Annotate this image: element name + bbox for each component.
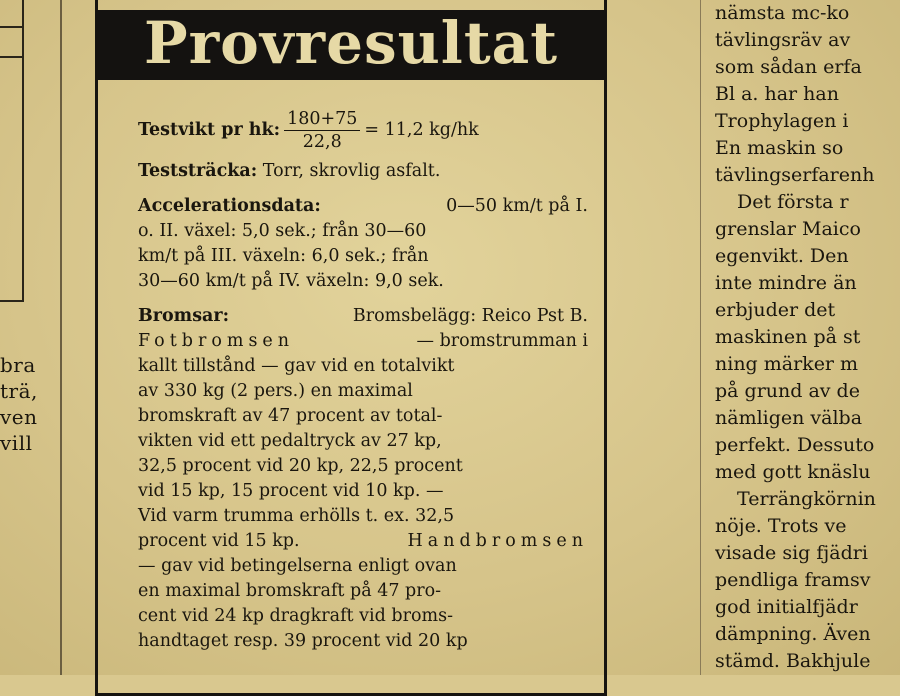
right-line: stämd. Bakhjule [715,650,871,672]
handbromsen-word: Handbromsen [407,531,588,551]
right-line: erbjuder det [715,299,836,321]
fotbromsen-word: Fotbromsen [138,331,295,351]
right-line: ning märker m [715,353,859,375]
bromsar-line: av 330 kg (2 pers.) en maximal [138,381,413,401]
acceleration-line: km/t på III. växeln: 6,0 sek.; från [138,246,429,266]
box-title: Provresultat [143,9,559,77]
bromsar-section [138,304,588,654]
acceleration-line [138,194,588,219]
bromsar-line: vid 15 kp, 15 procent vid 10 kp. — [138,481,444,501]
left-line: trä, [0,379,38,403]
acceleration-text: 0—50 km/t på I. [446,196,588,216]
column-divider [700,0,701,675]
teststracka-text: Torr, skrovlig asfalt. [262,161,441,181]
testvikt-label: Testvikt pr hk: [138,120,281,140]
right-line: dämpning. Även [715,623,871,645]
fotbromsen-rest: — bromstrumman i [416,331,588,351]
fraction-denominator: 22,8 [302,132,342,152]
bromsar-line: vikten vid ett pedaltryck av 27 kp, [138,431,442,451]
right-line: nämsta mc-ko [715,2,850,24]
acceleration-line: o. II. växel: 5,0 sek.; från 30—60 [138,221,427,241]
right-line: Trophylagen i [715,110,849,132]
left-column-text [0,352,45,456]
right-line: nämligen välba [715,407,863,429]
results-content [138,108,588,654]
bromsar-line [138,329,588,354]
acceleration-label: Accelerationsdata: [138,196,321,216]
testvikt-row [138,108,588,153]
bromsar-line: — gav vid betingelserna enligt ovan [138,556,457,576]
frame-line [0,56,22,58]
testvikt-result: = 11,2 kg/hk [364,120,479,140]
title-banner [96,10,606,80]
handbromsen-pre: procent vid 15 kp. [138,531,300,551]
left-line: bra [0,353,36,377]
right-line: pendliga framsv [715,569,871,591]
right-line: nöje. Trots ve [715,515,847,537]
right-line: visade sig fjädri [715,542,868,564]
bromsar-line: en maximal bromskraft på 47 pro- [138,581,442,601]
right-line: med gott knäslu [715,461,871,483]
right-line: Terrängkörnin [737,488,876,510]
left-line: vill [0,431,33,455]
left-column-frame [0,0,24,302]
bromsar-line: handtaget resp. 39 procent vid 20 kp [138,631,468,651]
right-column-text [715,0,900,675]
right-line: inte mindre än [715,272,857,294]
bromsar-first-line: Bromsbelägg: Reico Pst B. [352,306,588,326]
frame-line [0,26,22,28]
acceleration-line: 30—60 km/t på IV. växeln: 9,0 sek. [138,271,444,291]
bromsar-line [138,304,588,329]
bromsar-line: cent vid 24 kp dragkraft vid broms- [138,606,453,626]
right-line: Bl a. har han [715,83,839,105]
right-line: grenslar Maico [715,218,861,240]
right-line: god initialfjädr [715,596,858,618]
right-line: på grund av de [715,380,860,402]
column-divider [60,0,62,675]
bromsar-label: Bromsar: [138,306,230,326]
right-line: egenvikt. Den [715,245,849,267]
right-line: som sådan erfa [715,56,862,78]
left-line: ven [0,405,38,429]
fraction-numerator: 180+75 [284,108,360,131]
right-line: maskinen på st [715,326,861,348]
teststracka-row [138,159,588,184]
right-line: tävlingserfarenh [715,164,875,186]
bromsar-line: Vid varm trumma erhölls t. ex. 32,5 [138,506,455,526]
bromsar-line: bromskraft av 47 procent av total- [138,406,443,426]
bromsar-line: kallt tillstånd — gav vid en totalvikt [138,356,455,376]
right-line: En maskin so [715,137,844,159]
teststracka-label: Teststräcka: [138,161,258,181]
testvikt-fraction [284,108,360,153]
right-line: tävlingsräv av [715,29,851,51]
right-line: perfekt. Dessuto [715,434,875,456]
acceleration-section [138,194,588,294]
bromsar-line: 32,5 procent vid 20 kp, 22,5 procent [138,456,463,476]
right-line: Det första r [737,191,849,213]
bromsar-line [138,529,588,554]
